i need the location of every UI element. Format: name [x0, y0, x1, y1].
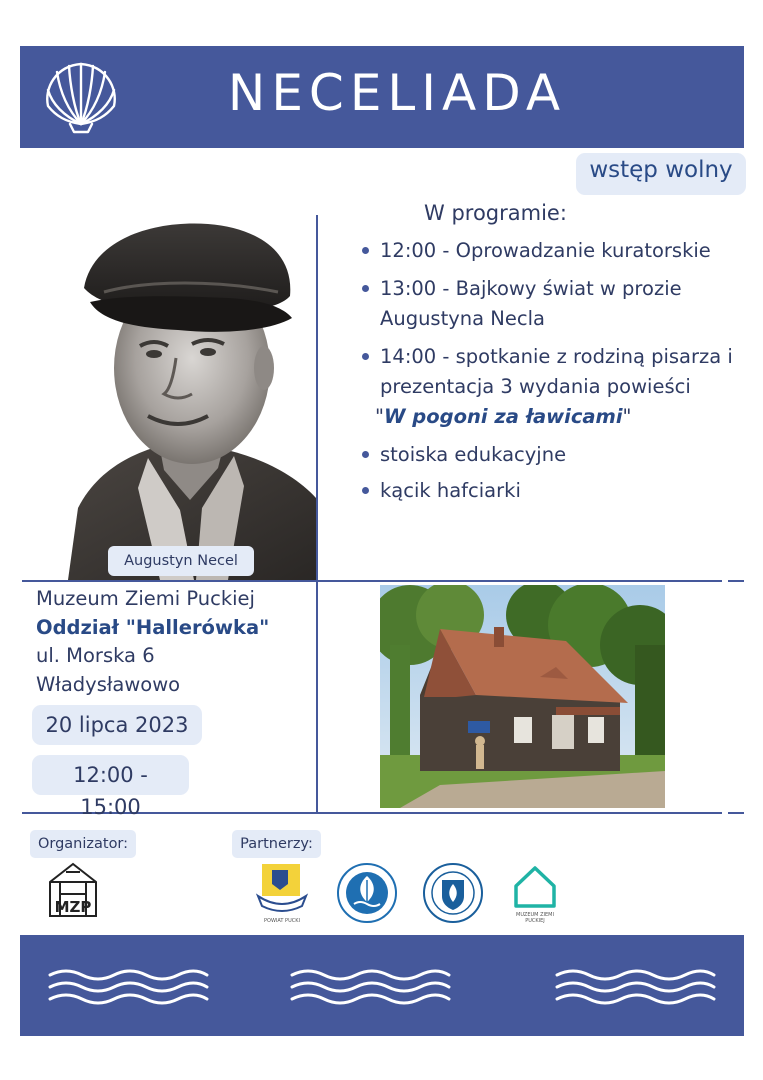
- wave-icon: [553, 967, 718, 1005]
- program-item-text: 13:00 - Bajkowy świat w prozie Augustyna Necla: [380, 277, 682, 330]
- admission-badge: wstęp wolny: [576, 153, 746, 195]
- program-item: [360, 274, 740, 334]
- author-portrait: [68, 218, 316, 580]
- portrait-caption: Augustyn Necel: [108, 546, 254, 576]
- svg-text:MZP: MZP: [54, 898, 92, 916]
- wave-icon: [288, 967, 453, 1005]
- program-item-text: 12:00 - Oprowadzanie kuratorskie: [380, 239, 711, 262]
- nadmorski-park-krajobrazowy-logo: [336, 862, 398, 924]
- book-title-line: [360, 402, 740, 432]
- book-title: W pogoni za ławicami: [383, 405, 623, 428]
- horizontal-divider: [22, 580, 722, 582]
- program-item: [360, 440, 740, 470]
- program-item: [360, 236, 740, 266]
- program-list: [360, 236, 740, 506]
- street-address: ul. Morska 6: [36, 644, 155, 667]
- muzeum-ziemi-puckiej-partner-logo: [510, 864, 560, 922]
- powiat-pucki-caption: POWIAT PUCKI: [264, 918, 300, 924]
- book-quote-open: ": [375, 405, 384, 428]
- hallerowka-house-photo: [380, 585, 665, 808]
- footer-banner: [20, 935, 744, 1036]
- powiat-pucki-logo: [254, 862, 310, 924]
- venue-address: [36, 585, 306, 699]
- program-item: [360, 476, 740, 506]
- program-item: [360, 342, 740, 402]
- event-hours-badge: 12:00 - 15:00: [32, 755, 189, 795]
- page-title: NECELIADA: [227, 64, 567, 122]
- header-banner: [20, 46, 744, 148]
- vertical-divider: [316, 215, 318, 812]
- program-heading: W programie:: [424, 201, 567, 225]
- horizontal-divider-end: [728, 812, 744, 814]
- partners-label: Partnerzy:: [232, 830, 321, 858]
- book-quote-close: ": [622, 405, 632, 428]
- museum-partner-caption: MUZEUM ZIEMI PUCKIEJ: [516, 912, 554, 924]
- wave-icon: [46, 967, 211, 1005]
- program-item-text: 14:00 - spotkanie z rodziną pisarza i prezentacja 3 wydania powieści: [380, 345, 733, 398]
- muzeum-ziemi-puckiej-organizer-logo: [46, 862, 100, 918]
- program-item-text: stoiska edukacyjne: [380, 443, 567, 466]
- horizontal-divider-end: [728, 580, 744, 582]
- blekitna-szkola-logo: [422, 862, 484, 924]
- branch-name: Oddział "Hallerówka": [36, 615, 270, 639]
- program-item-text: kącik hafciarki: [380, 479, 521, 502]
- event-date-badge: 20 lipca 2023: [32, 705, 202, 745]
- museum-name: Muzeum Ziemi Puckiej: [36, 587, 255, 610]
- organizer-label: Organizator:: [30, 830, 136, 858]
- city-name: Władysławowo: [36, 672, 181, 696]
